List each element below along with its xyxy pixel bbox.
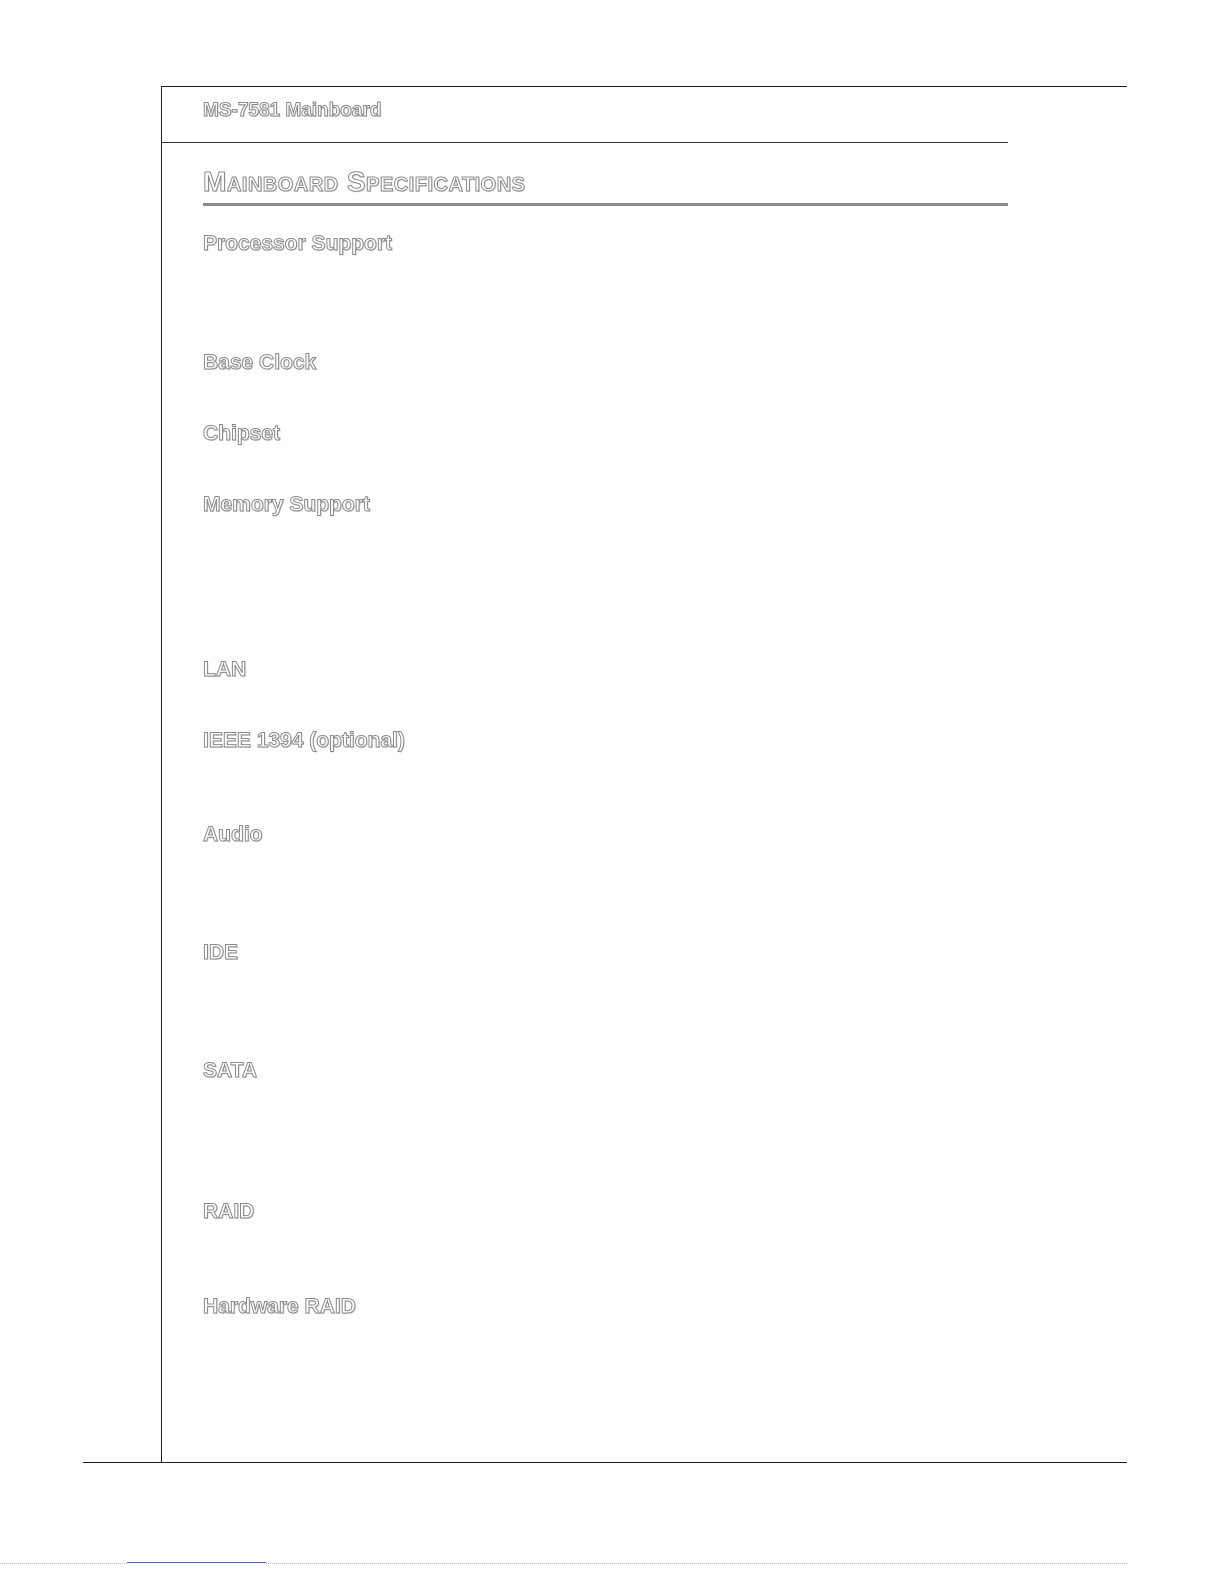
spec-label-audio: Audio <box>203 823 263 846</box>
section-title: Mainboard Specifications <box>203 166 526 197</box>
spec-label-raid: RAID <box>203 1200 255 1223</box>
spec-label-chipset: Chipset <box>203 422 281 445</box>
header-divider <box>161 142 1008 143</box>
spec-label-base-clock: Base Clock <box>203 351 317 374</box>
bottom-trim-blue <box>127 1562 266 1563</box>
header-title: MS-7581 Mainboard <box>203 100 382 121</box>
spec-label-processor-support: Processor Support <box>203 232 393 255</box>
spec-label-ide: IDE <box>203 941 239 964</box>
bottom-trim-left <box>0 1563 127 1564</box>
spec-label-memory-support: Memory Support <box>203 493 370 516</box>
section-title-underline <box>203 203 1008 206</box>
page-frame-bottom <box>83 1462 1127 1463</box>
spec-label-hardware-raid: Hardware RAID <box>203 1295 356 1318</box>
spec-label-ieee-1394: IEEE 1394 (optional) <box>203 729 405 752</box>
spec-label-sata: SATA <box>203 1059 258 1082</box>
page-frame-left <box>161 86 162 1463</box>
page-frame-top <box>161 86 1127 87</box>
spec-label-lan: LAN <box>203 658 247 681</box>
bottom-trim-right <box>266 1563 1127 1564</box>
